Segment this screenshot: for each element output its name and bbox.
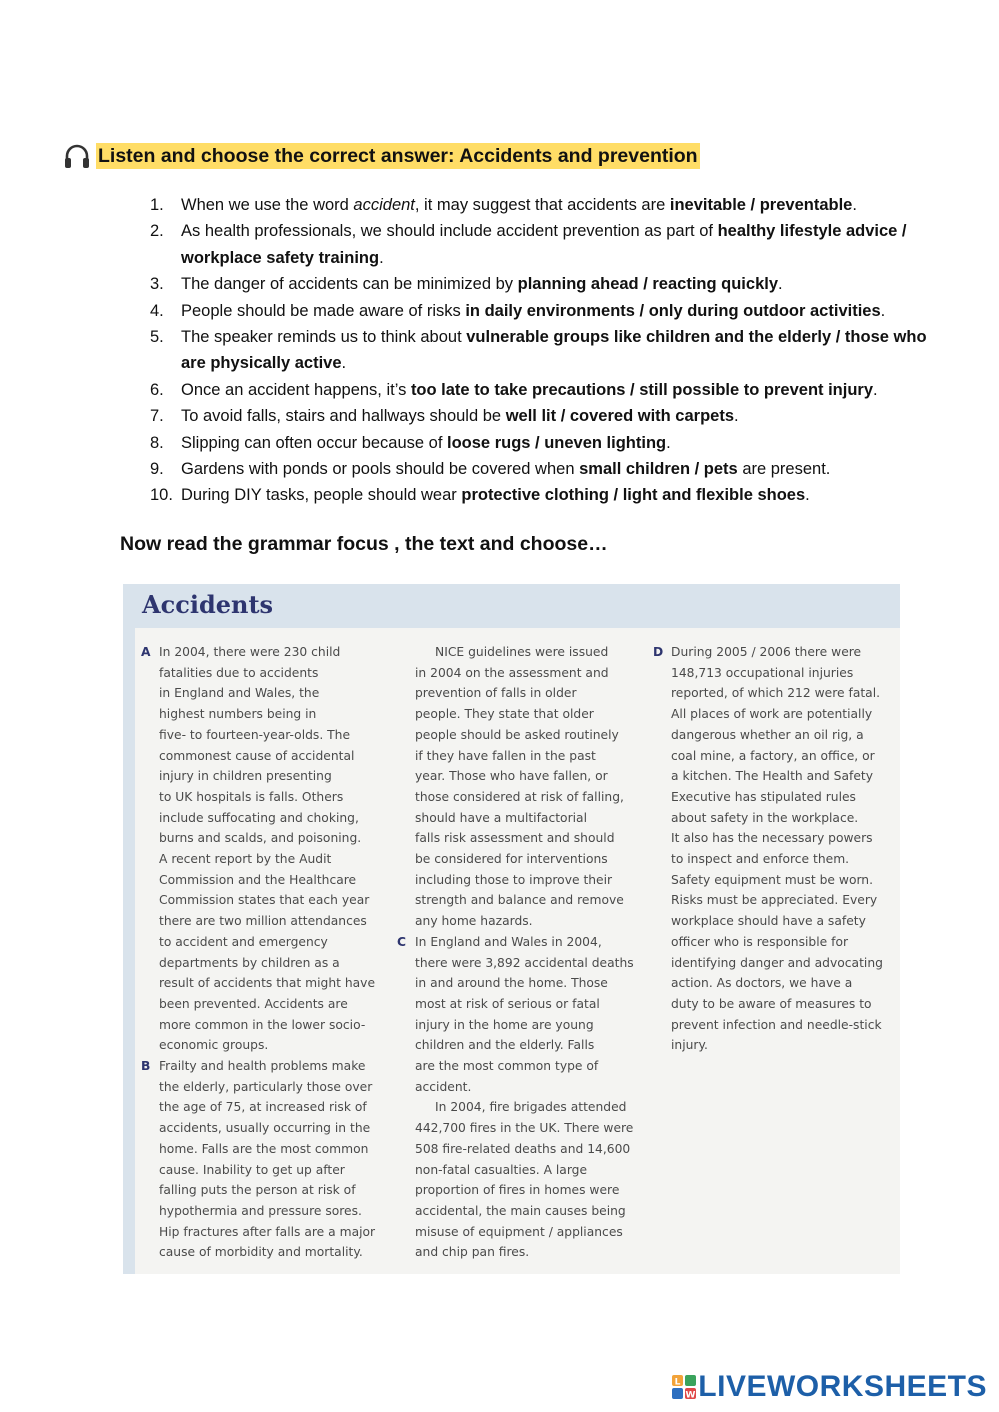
question-item <box>150 218 930 271</box>
liveworksheets-brand[interactable] <box>672 1370 987 1404</box>
logo-letter-w: W <box>685 1390 696 1399</box>
text-line-content: non-fatal casualties. A large <box>415 1162 588 1177</box>
text-line <box>415 1097 634 1118</box>
excerpt-title: Accidents <box>142 590 274 619</box>
text-line <box>415 1201 634 1222</box>
text-line-content: NICE guidelines were issued <box>435 645 609 659</box>
text-line-content: cause of morbidity and mortality. <box>159 1245 363 1260</box>
text-line <box>415 1118 634 1139</box>
question-text: . <box>852 196 857 214</box>
text-line <box>415 1056 634 1077</box>
text-line-content: any home hazards. <box>415 914 533 929</box>
section-letter: A <box>141 645 151 659</box>
question-text: . <box>734 407 739 426</box>
question-text: . <box>805 486 810 505</box>
text-line <box>415 849 634 870</box>
text-line <box>159 1139 375 1160</box>
textbook-excerpt <box>123 584 900 1274</box>
question-text: Once an accident happens, it’s <box>181 380 411 399</box>
text-line-content: the elderly, particularly those over <box>159 1079 373 1094</box>
text-line-content: people. They state that older <box>415 707 594 722</box>
text-line <box>415 1242 634 1263</box>
text-line-content: been prevented. Accidents are <box>159 996 348 1011</box>
question-item <box>150 298 930 324</box>
question-text: , it may suggest that accidents are <box>414 196 670 214</box>
text-line <box>159 1222 375 1243</box>
question-text: People should be made aware of risks <box>181 301 466 320</box>
text-line <box>159 994 375 1015</box>
text-line-content: falls risk assessment and should <box>415 831 615 846</box>
section-letter: C <box>397 934 407 949</box>
text-line <box>159 683 375 704</box>
text-line-content: children and the elderly. Falls <box>415 1038 595 1053</box>
text-line <box>159 1097 375 1118</box>
question-number: 5. <box>150 328 164 347</box>
answer-options[interactable]: healthy lifestyle advice / workplace safety training <box>181 222 907 267</box>
text-line <box>415 1015 634 1036</box>
question-item <box>150 456 930 482</box>
text-line <box>159 932 375 953</box>
text-line-content: It also has the necessary powers <box>671 831 873 846</box>
text-line <box>671 683 883 704</box>
text-line <box>397 932 634 953</box>
text-line <box>159 849 375 870</box>
text-line <box>671 994 883 1015</box>
headphones-icon <box>62 143 92 169</box>
text-line-content: Hip fractures after falls are a major <box>159 1224 376 1239</box>
answer-options[interactable]: small children / pets <box>579 460 738 479</box>
question-number: 2. <box>150 222 164 241</box>
text-line <box>415 1180 634 1201</box>
text-line <box>159 808 375 829</box>
answer-options[interactable]: planning ahead / reacting quickly <box>517 275 778 294</box>
text-line-content: in England and Wales, the <box>159 686 320 701</box>
text-line-content: duty to be aware of measures to <box>671 996 872 1011</box>
text-line-content: misuse of equipment / appliances <box>415 1224 623 1239</box>
text-line <box>159 787 375 808</box>
answer-options[interactable]: loose rugs / uneven lighting <box>447 433 667 452</box>
text-line-content: All places of work are potentially <box>671 707 873 722</box>
question-text: To avoid falls, stairs and hallways should be <box>181 407 506 426</box>
text-line <box>671 663 883 684</box>
text-line-content: year. Those who have fallen, or <box>415 769 608 784</box>
answer-options[interactable]: well lit / covered with carpets <box>505 407 735 426</box>
text-line-content: workplace should have a safety <box>671 914 866 929</box>
text-line-content: injury in children presenting <box>159 769 332 784</box>
question-item <box>150 403 930 429</box>
text-line <box>671 911 883 932</box>
text-line <box>671 704 883 725</box>
text-line-content: injury in the home are young <box>415 1017 594 1032</box>
text-line-content: Safety equipment must be worn. <box>671 872 874 887</box>
logo-tile-b <box>685 1375 696 1386</box>
question-text: When we use the word <box>181 196 354 214</box>
text-line-content: Commission states that each year <box>159 893 370 908</box>
question-number: 9. <box>150 460 164 479</box>
text-column-1 <box>141 642 376 1263</box>
text-line <box>671 808 883 829</box>
section-heading <box>62 142 700 170</box>
text-line-content: falling puts the person at risk of <box>159 1183 356 1198</box>
text-line-content: are the most common type of <box>415 1059 599 1074</box>
question-number: 4. <box>150 301 164 320</box>
text-line <box>415 911 634 932</box>
text-line-content: A recent report by the Audit <box>159 852 332 867</box>
text-line-content: including those to improve their <box>415 872 613 887</box>
text-line <box>671 828 883 849</box>
question-text: The danger of accidents can be minimized by <box>181 275 518 294</box>
text-line <box>159 1242 375 1263</box>
text-line <box>159 663 375 684</box>
text-line-content: identifying danger and advocating <box>671 955 883 970</box>
question-item <box>150 430 930 456</box>
text-line-content: commonest cause of accidental <box>159 748 355 763</box>
text-line <box>671 746 883 767</box>
text-line-content: result of accidents that might have <box>159 976 376 991</box>
logo-letter-l: L <box>674 1377 681 1388</box>
text-line <box>159 1035 375 1056</box>
text-line <box>671 973 883 994</box>
text-line <box>415 973 634 994</box>
text-line <box>415 994 634 1015</box>
text-line <box>415 766 634 787</box>
text-line-content: Frailty and health problems make <box>159 1059 366 1074</box>
text-line <box>671 953 883 974</box>
text-line-content: reported, of which 212 were fatal. <box>671 686 881 701</box>
text-line-content: those considered at risk of falling, <box>415 789 624 804</box>
brand-text: LIVEWORKSHEETS <box>698 1370 987 1403</box>
text-line-content: there were 3,892 accidental deaths <box>415 955 634 970</box>
text-line-content: include suffocating and choking, <box>159 810 359 825</box>
question-item <box>150 377 930 403</box>
text-line <box>159 766 375 787</box>
text-line <box>415 953 634 974</box>
text-column-3 <box>653 642 883 1056</box>
question-list <box>150 192 930 509</box>
text-line-content: strength and balance and remove <box>415 893 624 908</box>
question-item <box>150 324 930 377</box>
text-line-content: hypothermia and pressure sores. <box>159 1203 362 1218</box>
text-line <box>159 870 375 891</box>
text-line-content: prevention of falls in older <box>415 686 577 701</box>
text-line-content: about safety in the workplace. <box>671 810 859 825</box>
text-line-content: people should be asked routinely <box>415 727 619 742</box>
question-text: Slipping can often occur because of <box>181 433 448 452</box>
text-line <box>159 828 375 849</box>
text-line <box>415 1160 634 1181</box>
text-column-2 <box>397 642 634 1263</box>
text-line <box>141 1056 375 1077</box>
question-text: are present. <box>737 460 831 479</box>
question-text: . <box>873 380 878 399</box>
text-line-content: accidental, the main causes being <box>415 1203 626 1218</box>
text-line <box>653 642 883 663</box>
text-line-content: should have a multifactorial <box>415 810 587 825</box>
question-item <box>150 271 930 297</box>
answer-options[interactable]: in daily environments / only during outdoor activities <box>465 301 881 320</box>
text-line-content: highest numbers being in <box>159 707 317 722</box>
question-text: . <box>666 433 671 452</box>
text-line-content: if they have fallen in the past <box>415 748 596 763</box>
text-line-content: In England and Wales in 2004, <box>415 934 602 949</box>
question-text: As health professionals, we should include accident prevention as part of <box>181 222 718 241</box>
text-line-content: the age of 75, at increased risk of <box>159 1100 367 1115</box>
text-line-content: burns and scalds, and poisoning. <box>159 831 362 846</box>
text-line <box>671 725 883 746</box>
text-line <box>671 890 883 911</box>
text-line <box>415 746 634 767</box>
question-text: . <box>778 275 783 294</box>
text-line <box>671 870 883 891</box>
text-line-content: to inspect and enforce them. <box>671 852 850 867</box>
liveworksheets-logo-icon <box>672 1375 696 1399</box>
text-line-content: Risks must be appreciated. Every <box>671 893 878 908</box>
text-line <box>159 746 375 767</box>
section-letter: D <box>653 645 664 659</box>
text-line-content: most at risk of serious or fatal <box>415 996 600 1011</box>
text-line-content: Executive has stipulated rules <box>671 789 856 804</box>
text-line <box>415 1035 634 1056</box>
question-number: 1. <box>150 196 164 214</box>
text-line <box>159 973 375 994</box>
question-text: . <box>880 301 886 320</box>
text-line-content: During 2005 / 2006 there were <box>671 645 862 659</box>
page-title: Listen and choose the correct answer: Accidents and prevention <box>98 145 698 167</box>
answer-options[interactable]: inevitable / preventable <box>669 196 853 214</box>
text-line <box>159 1015 375 1036</box>
text-line <box>415 787 634 808</box>
text-line-content: In 2004, fire brigades attended <box>435 1100 627 1115</box>
text-line <box>159 1118 375 1139</box>
question-text: . <box>341 354 347 373</box>
question-item <box>150 482 930 508</box>
text-line <box>415 725 634 746</box>
answer-options[interactable]: too late to take precautions / still possible to prevent injury <box>410 380 874 399</box>
text-line <box>159 1160 375 1181</box>
question-text: The speaker reminds us to think about <box>181 328 467 347</box>
text-line-content: fatalities due to accidents <box>159 665 319 680</box>
text-line-content: prevent infection and needle-stick <box>671 1017 882 1032</box>
text-line <box>415 1222 634 1243</box>
text-line-content: Commission and the Healthcare <box>159 872 357 887</box>
text-line <box>671 1035 883 1056</box>
text-line <box>159 890 375 911</box>
question-number: 8. <box>150 433 164 452</box>
text-line <box>415 870 634 891</box>
text-line-content: economic groups. <box>159 1038 269 1053</box>
text-line <box>671 766 883 787</box>
text-line <box>671 787 883 808</box>
text-line <box>415 1077 634 1098</box>
text-line <box>159 1077 375 1098</box>
answer-options[interactable]: vulnerable groups like children and the elderly / those who are physically active <box>181 328 927 373</box>
text-line-content: coal mine, a factory, an office, or <box>671 748 875 763</box>
question-text: accident <box>353 196 415 214</box>
text-line-content: in 2004 on the assessment and <box>415 665 609 680</box>
text-line <box>415 808 634 829</box>
question-number: 10. <box>150 486 173 505</box>
text-line <box>159 953 375 974</box>
question-number: 3. <box>150 275 164 294</box>
reading-subheading: Now read the grammar focus , the text and choose… <box>120 533 608 555</box>
text-line <box>415 704 634 725</box>
text-line-content: officer who is responsible for <box>671 934 849 949</box>
text-line-content: five- to fourteen-year-olds. The <box>159 727 351 742</box>
text-line <box>671 932 883 953</box>
text-line-content: home. Falls are the most common <box>159 1141 369 1156</box>
question-text: During DIY tasks, people should wear <box>181 486 462 505</box>
text-line-content: 442,700 fires in the UK. There were <box>415 1121 634 1136</box>
text-line <box>415 828 634 849</box>
text-line-content: there are two million attendances <box>159 914 367 929</box>
text-line <box>159 704 375 725</box>
text-line-content: to UK hospitals is falls. Others <box>159 789 344 804</box>
excerpt-body <box>135 628 900 1274</box>
text-line <box>671 849 883 870</box>
text-line <box>159 911 375 932</box>
text-line <box>415 683 634 704</box>
text-line-content: accidents, usually occurring in the <box>159 1121 371 1136</box>
text-line <box>415 890 634 911</box>
text-line-content: in and around the home. Those <box>415 976 608 991</box>
text-line-content: more common in the lower socio- <box>159 1017 366 1032</box>
text-line-content: 148,713 occupational injuries <box>671 665 854 680</box>
text-line <box>141 642 375 663</box>
text-line-content: dangerous whether an oil rig, a <box>671 727 864 742</box>
text-line <box>671 1015 883 1036</box>
question-number: 7. <box>150 407 164 426</box>
text-line-content: to accident and emergency <box>159 934 328 949</box>
question-text: Gardens with ponds or pools should be covered when <box>181 460 580 479</box>
question-number: 6. <box>150 380 164 399</box>
question-item <box>150 192 930 218</box>
text-line-content: proportion of fires in homes were <box>415 1183 620 1198</box>
text-line-content: action. As doctors, we have a <box>671 976 853 991</box>
text-line-content: cause. Inability to get up after <box>159 1162 345 1177</box>
text-line <box>415 642 634 663</box>
text-line-content: 508 fire-related deaths and 14,600 <box>415 1141 631 1156</box>
text-line-content: and chip pan fires. <box>415 1245 530 1260</box>
text-line <box>415 1139 634 1160</box>
logo-tile-c <box>672 1388 683 1399</box>
text-line <box>159 1180 375 1201</box>
text-line-content: a kitchen. The Health and Safety <box>671 769 873 784</box>
text-line <box>159 1201 375 1222</box>
question-text: . <box>379 248 384 267</box>
text-line-content: be considered for interventions <box>415 852 608 867</box>
text-line-content: accident. <box>415 1079 472 1094</box>
section-letter: B <box>141 1059 151 1074</box>
text-line <box>415 663 634 684</box>
answer-options[interactable]: protective clothing / light and flexible shoes <box>461 486 806 505</box>
text-line-content: injury. <box>671 1038 708 1053</box>
text-line-content: In 2004, there were 230 child <box>159 645 341 659</box>
text-line-content: departments by children as a <box>159 955 340 970</box>
text-line <box>159 725 375 746</box>
